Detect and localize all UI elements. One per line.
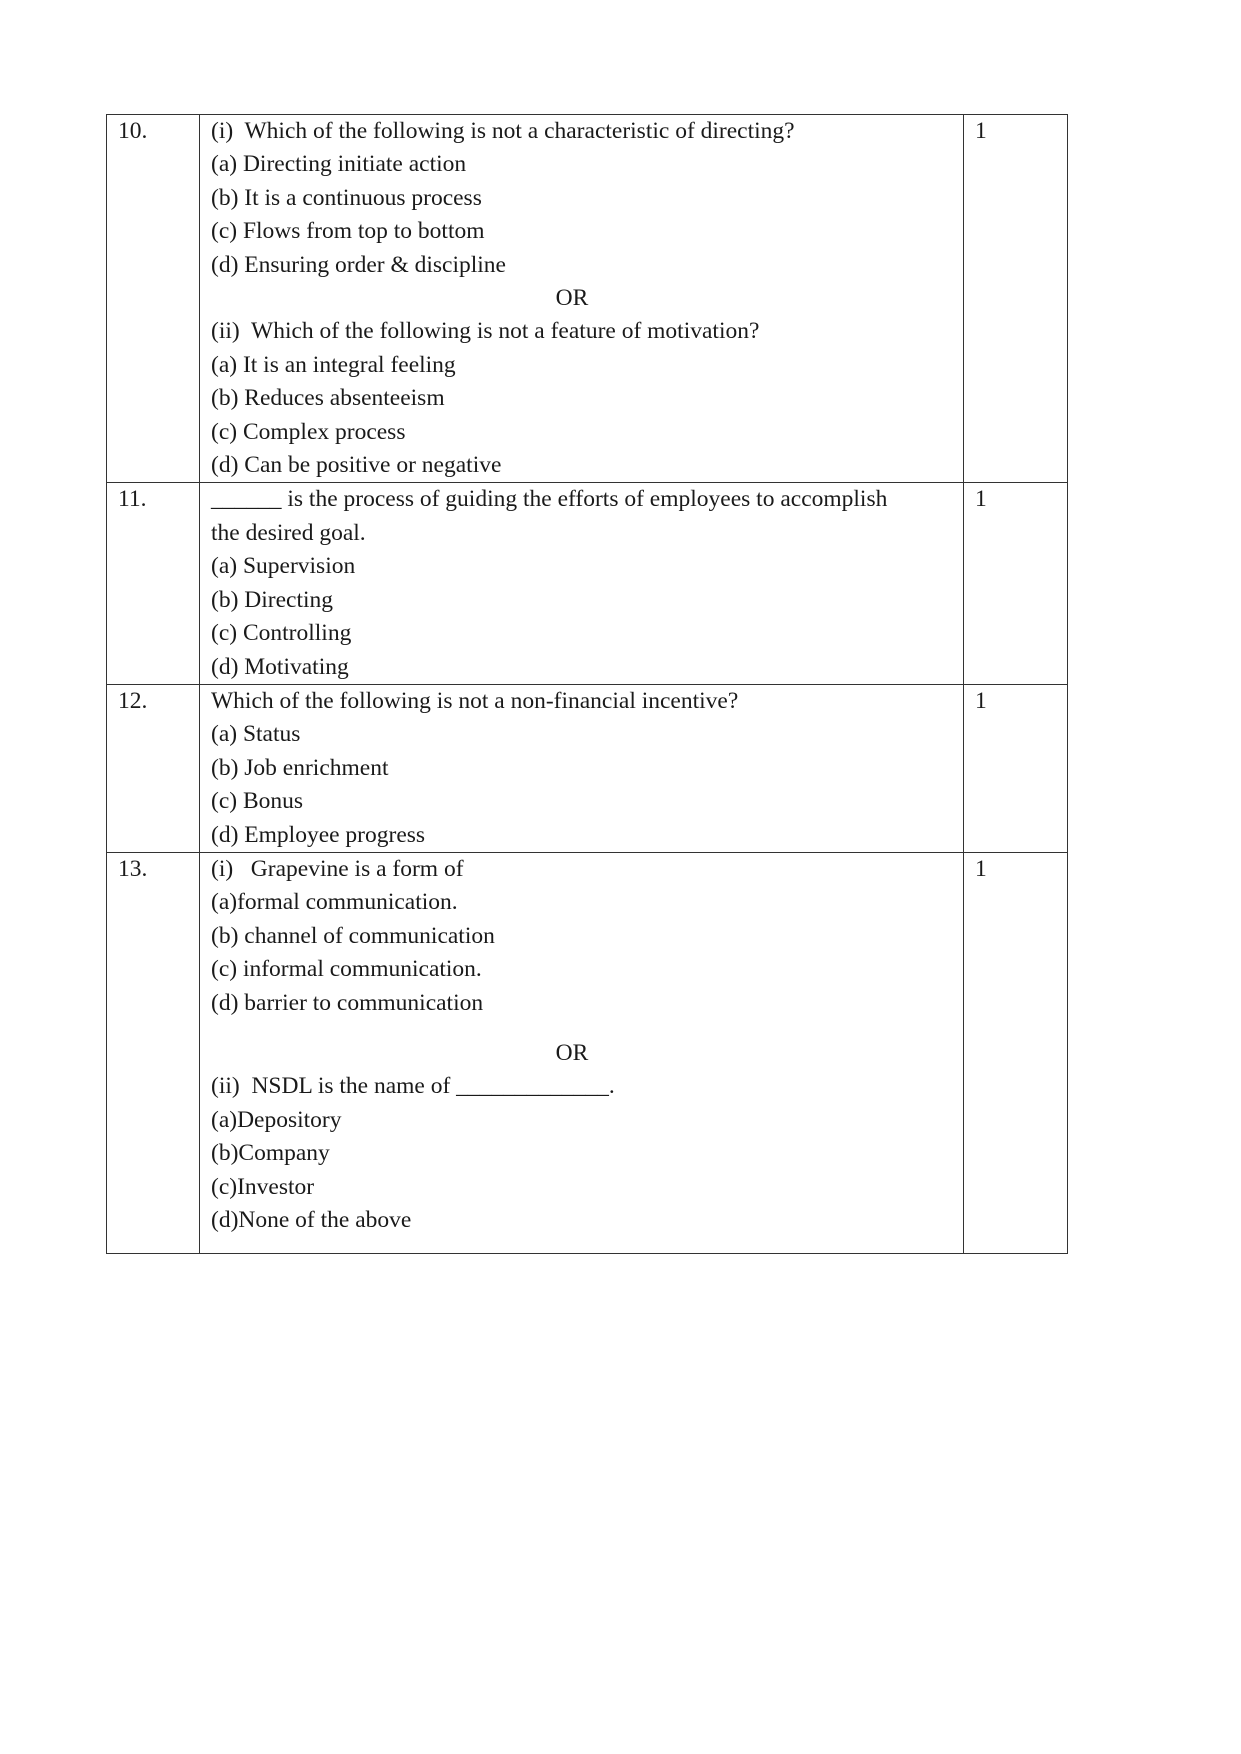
option-b: (b) It is a continuous process bbox=[211, 184, 482, 211]
option-c: (c) Bonus bbox=[211, 788, 304, 815]
option-a: (a) Directing initiate action bbox=[211, 151, 467, 178]
question-stem-alt: (ii) NSDL is the name of _____________. bbox=[211, 1073, 615, 1100]
question-body bbox=[200, 115, 964, 483]
question-body bbox=[200, 483, 964, 684]
option-d: (d) Ensuring order & discipline bbox=[211, 251, 506, 278]
option-b: (b) Reduces absenteeism bbox=[211, 385, 445, 412]
option-c: (c)Investor bbox=[211, 1173, 315, 1200]
option-a: (a)formal communication. bbox=[211, 889, 458, 916]
question-body bbox=[200, 852, 964, 1253]
question-stem-continued: the desired goal. bbox=[211, 519, 366, 546]
option-c: (c) Controlling bbox=[211, 620, 352, 647]
question-row-12 bbox=[107, 684, 1068, 852]
question-row-13 bbox=[107, 852, 1068, 1253]
option-a: (a) Status bbox=[211, 721, 301, 748]
option-d: (d)None of the above bbox=[211, 1207, 412, 1233]
or-divider: OR bbox=[555, 285, 589, 312]
question-row-10 bbox=[107, 115, 1068, 483]
option-d: (d) Can be positive or negative bbox=[211, 452, 502, 479]
question-stem: (i) Which of the following is not a characteristic of directing? bbox=[211, 118, 795, 144]
question-marks: 1 bbox=[964, 852, 1068, 1253]
option-d: (d) Employee progress bbox=[211, 821, 426, 848]
question-stem: (i) Grapevine is a form of bbox=[211, 855, 464, 882]
option-d: (d) Motivating bbox=[211, 653, 349, 680]
question-stem: Which of the following is not a non-financial incentive? bbox=[211, 687, 739, 714]
option-b: (b)Company bbox=[211, 1140, 330, 1167]
option-c: (c) Complex process bbox=[211, 418, 406, 445]
question-number: 13. bbox=[107, 852, 200, 1253]
option-a: (a) Supervision bbox=[211, 553, 356, 580]
question-marks: 1 bbox=[964, 483, 1068, 684]
question-number: 12. bbox=[107, 684, 200, 852]
question-marks: 1 bbox=[964, 115, 1068, 483]
question-sheet bbox=[106, 114, 1067, 1254]
spacer bbox=[211, 1020, 953, 1037]
option-b: (b) Job enrichment bbox=[211, 754, 389, 781]
questions-table bbox=[106, 114, 1068, 1254]
question-marks: 1 bbox=[964, 684, 1068, 852]
option-d: (d) barrier to communication bbox=[211, 989, 484, 1016]
option-c: (c) informal communication. bbox=[211, 956, 482, 983]
option-b: (b) channel of communication bbox=[211, 922, 495, 949]
question-row-11 bbox=[107, 483, 1068, 684]
or-divider: OR bbox=[555, 1039, 589, 1066]
question-number: 10. bbox=[107, 115, 200, 483]
option-b: (b) Directing bbox=[211, 586, 334, 613]
option-c: (c) Flows from top to bottom bbox=[211, 218, 485, 245]
question-body bbox=[200, 684, 964, 852]
question-number: 11. bbox=[107, 483, 200, 684]
option-a: (a)Depository bbox=[211, 1106, 342, 1133]
option-a: (a) It is an integral feeling bbox=[211, 351, 456, 378]
question-stem-alt: (ii) Which of the following is not a feature of motivation? bbox=[211, 318, 760, 345]
question-stem: ______ is the process of guiding the efforts of employees to accomplish bbox=[211, 486, 888, 513]
